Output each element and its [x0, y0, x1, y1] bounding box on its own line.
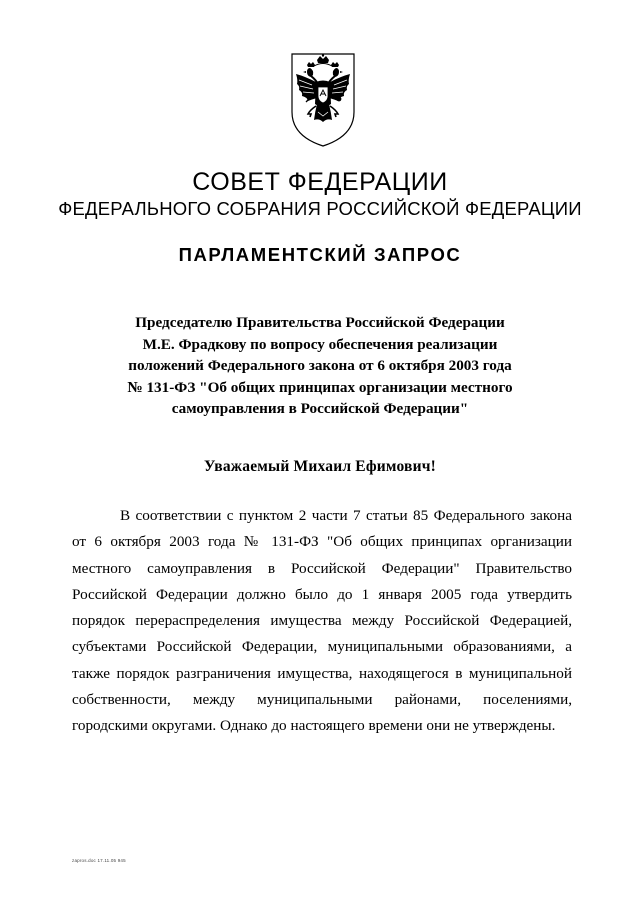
body-line: собственности, между муниципальными районами, поселениями, — [72, 691, 572, 709]
body-line: местного самоуправления в Российской Федерации" Правительство — [72, 559, 572, 577]
footer-file-code: zapros.doc 17.11.05 945 — [72, 858, 126, 863]
body-line: городскими округами. Однако до настоящего времени они не утверждены. — [72, 717, 556, 735]
body-line: от 6 октября 2003 года № 131-ФЗ "Об общих принципах организации — [72, 533, 572, 551]
body-line: также порядок разграничения имущества, находящегося в муниципальной — [72, 664, 572, 682]
document-type-heading: ПАРЛАМЕНТСКИЙ ЗАПРОС — [178, 244, 462, 265]
russian-coat-of-arms-icon — [290, 52, 356, 148]
org-subtitle: ФЕДЕРАЛЬНОГО СОБРАНИЯ РОССИЙСКОЙ ФЕДЕРАЦИИ — [58, 198, 582, 219]
subject-line: положений Федерального закона от 6 октября 2003 года — [128, 357, 512, 374]
salutation: Уважаемый Михаил Ефимович! — [203, 458, 437, 475]
subject-line: № 131-ФЗ "Об общих принципах организации местного — [127, 378, 513, 396]
subject-line: М.Е. Фрадкову по вопросу обеспечения реализации — [142, 335, 498, 353]
org-title: СОВЕТ ФЕДЕРАЦИИ — [192, 168, 448, 196]
body-line: Российской Федерации должно было до 1 января 2005 года утвердить — [72, 585, 572, 603]
addressee-subject-block — [100, 312, 540, 420]
subject-line: Председателю Правительства Российской Федерации — [135, 314, 505, 331]
body-line: порядок перераспределения имущества между Российской Федерацией, — [72, 612, 572, 630]
body-line: В соответствии с пунктом 2 части 7 статьи 85 Федерального закона — [120, 507, 572, 524]
subject-line: самоуправления в Российской Федерации" — [171, 400, 469, 417]
body-paragraph — [72, 503, 572, 740]
body-line: субъектами Российской Федерации, муниципальными образованиями, а — [72, 638, 572, 656]
